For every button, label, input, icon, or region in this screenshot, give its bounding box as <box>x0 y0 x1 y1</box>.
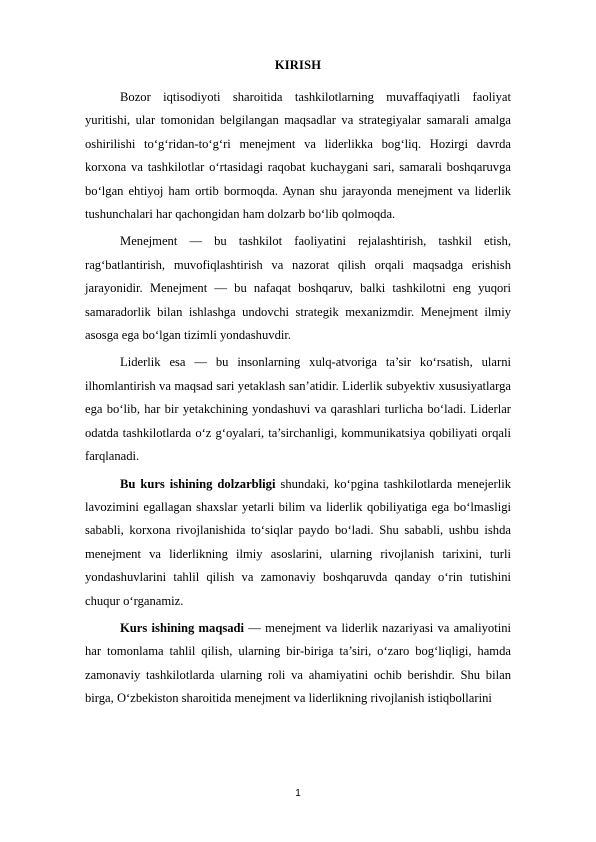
paragraph-1-text: Bozor iqtisodiyoti sharoitida tashkilotlarning muvaffaqiyatli faoliyat yuritishi, ular tomonidan belgilangan maqsadlar va strategiyalar samarali amalga oshirilishi to‘g‘ridan-to‘g‘ri menejment va liderlikka bog‘liq. Hozirgi davrda korxona va tashkilotlar o‘rtasidagi raqobat kuchaygani sari, samarali boshqaruvga bo‘lgan ehtiyoj ham ortib bormoqda. Aynan shu jarayonda menejment va liderlik tushunchalari har qachongidan ham dolzarb bo‘lib qolmoqda. <box>85 90 511 222</box>
paragraph-5 <box>85 617 511 711</box>
paragraph-5-text: — menejment va liderlik nazariyasi va amaliyotini har tomonlama tahlil qilish, ularning bir-biriga ta’siri, o‘zaro bog‘liqligi, hamda zamonaviy tashkilotlarda ularning roli va ahamiyatini ochib berishdir. Shu bilan birga, O‘zbekiston sharoitida menejment va liderlikning rivojlanish istiqbollarini <box>85 620 511 706</box>
page-number: 1 <box>295 788 301 799</box>
paragraph-4 <box>85 473 511 613</box>
document-body <box>85 86 511 715</box>
paragraph-4-lead: Bu kurs ishining dolzarbligi <box>120 476 276 491</box>
paragraph-3-text: Liderlik esa — bu insonlarning xulq-atvoriga ta’sir ko‘rsatish, ularni ilhomlantirish va maqsad sari yetaklash san’atidir. Liderlik subyektiv xususiyatlarga ega bo‘lib, har bir yetakchining yondashuvi va qarashlari turlicha bo‘ladi. Liderlar odatda tashkilotlarda o‘z g‘oyalari, ta’sirchanligi, kommunikatsiya qobiliyati orqali farqlanadi. <box>85 355 511 464</box>
paragraph-2 <box>85 230 511 347</box>
paragraph-3 <box>85 351 511 468</box>
paragraph-4-text: shundaki, ko‘pgina tashkilotlarda menejerlik lavozimini egallagan shaxslar yetarli bilim va liderlik qobiliyatiga ega bo‘lmasligi sababli, korxona rivojlanishida to‘siqlar paydo bo‘ladi. Shu sababli, ushbu ishda menejment va liderlikning ilmiy asoslarini, ularning rivojlanish tarixini, turli yondashuvlarini tahlil qilish va zamonaviy boshqaruvda qanday o‘rin tutishini chuqur o‘rganamiz. <box>85 476 511 608</box>
paragraph-2-text: Menejment — bu tashkilot faoliyatini rejalashtirish, tashkil etish, rag‘batlantirish, muvofiqlashtirish va nazorat qilish orqali maqsadga erishish jarayonidir. Menejment — bu nafaqat boshqaruv, balki tashkilotni eng yuqori samaradorlik bilan ishlashga undovchi strategik mexanizmdir. Menejment ilmiy asosga ega bo‘lgan tizimli yondashuvdir. <box>85 234 511 343</box>
paragraph-5-lead: Kurs ishining maqsadi <box>120 620 245 635</box>
page-title: KIRISH <box>274 58 322 72</box>
paragraph-1 <box>85 86 511 226</box>
